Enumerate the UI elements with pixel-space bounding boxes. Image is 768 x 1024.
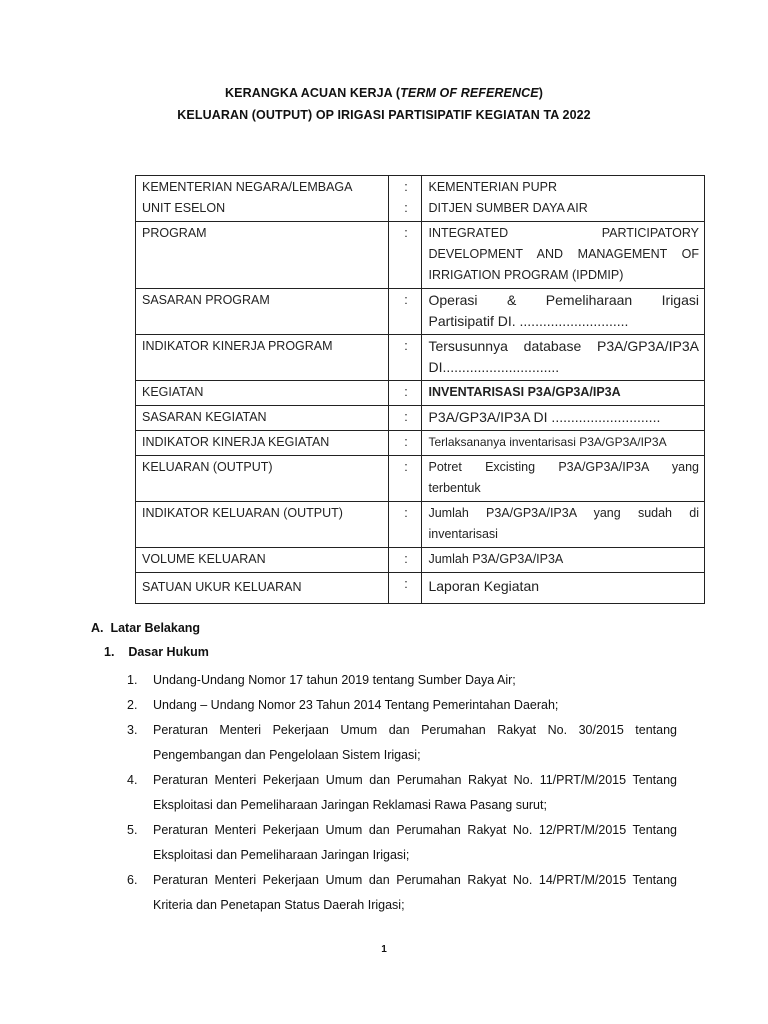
legal-basis-list (91, 668, 691, 918)
table-row (136, 176, 705, 222)
table-row (136, 381, 705, 406)
table-row (136, 502, 705, 548)
row-label: INDIKATOR KINERJA KEGIATAN (136, 431, 389, 456)
row-value-text: DEVELOPMENT AND MANAGEMENT OF (428, 247, 699, 261)
list-item-text: Peraturan Menteri Pekerjaan Umum dan Perumahan Rakyat No. 11/PRT/M/2015 Tentang Eksploitasi dan Pemeliharaan Jaringan Reklamasi Rawa Pasang surut; (153, 773, 677, 812)
row-label: KEGIATAN (136, 381, 389, 406)
row-value (422, 456, 705, 502)
row-value (422, 222, 705, 289)
title-emphasis: TERM OF REFERENCE (400, 86, 539, 100)
row-colon: : (389, 406, 422, 431)
row-colon: : (389, 456, 422, 502)
row-value: Laporan Kegiatan (422, 573, 705, 604)
row-label-text: KEMENTERIAN NEGARA/LEMBAGA (142, 180, 353, 194)
row-value-text: INTEGRATED PARTICIPATORY (428, 226, 699, 240)
row-colon: : (389, 573, 422, 604)
row-value-text: terbentuk (428, 481, 481, 495)
subsection-title: 1. Dasar Hukum (104, 645, 209, 659)
section-title: A. Latar Belakang (91, 621, 201, 635)
row-value-text: DI.............................. (428, 359, 560, 375)
list-item-number: 4. (127, 773, 138, 787)
table-row (136, 456, 705, 502)
table-row (136, 406, 705, 431)
list-item-number: 1. (127, 673, 138, 687)
table-row (136, 431, 705, 456)
row-label: KELUARAN (OUTPUT) (136, 456, 389, 502)
table-row (136, 335, 705, 381)
row-label: SATUAN UKUR KELUARAN (136, 573, 389, 604)
row-value-text: Jumlah P3A/GP3A/IP3A yang sudah di (428, 506, 699, 520)
row-value (422, 289, 705, 335)
list-item (91, 868, 677, 918)
table-row (136, 222, 705, 289)
list-item-text: Peraturan Menteri Pekerjaan Umum dan Perumahan Rakyat No. 12/PRT/M/2015 Tentang Eksploitasi dan Pemeliharaan Jaringan Irigasi; (153, 823, 677, 862)
tor-table (135, 175, 705, 604)
page-number: 1 (381, 944, 387, 955)
row-value-text: Partisipatif DI. ............................ (428, 313, 629, 329)
row-label: SASARAN KEGIATAN (136, 406, 389, 431)
list-item (91, 818, 677, 868)
row-value-text: IRRIGATION PROGRAM (IPDMIP) (428, 268, 624, 282)
document-header (0, 82, 768, 126)
list-item-number: 2. (127, 698, 138, 712)
row-label (136, 176, 389, 222)
list-item-text: Undang-Undang Nomor 17 tahun 2019 tentang Sumber Daya Air; (153, 673, 516, 687)
list-item-text: Peraturan Menteri Pekerjaan Umum dan Perumahan Rakyat No. 30/2015 tentang Pengembangan dan Pengelolaan Sistem Irigasi; (153, 723, 677, 762)
row-colon: : (389, 548, 422, 573)
row-colon: : (389, 335, 422, 381)
row-value: Terlaksananya inventarisasi P3A/GP3A/IP3A (422, 431, 705, 456)
row-value-text: Tersusunnya database P3A/GP3A/IP3A (428, 338, 699, 354)
background-section (91, 618, 691, 918)
row-value: INVENTARISASI P3A/GP3A/IP3A (422, 381, 705, 406)
list-item-number: 5. (127, 823, 138, 837)
colon-text: : (404, 180, 408, 194)
table-row (136, 289, 705, 335)
row-value: Jumlah P3A/GP3A/IP3A (422, 548, 705, 573)
row-label: INDIKATOR KINERJA PROGRAM (136, 335, 389, 381)
row-label-text: UNIT ESELON (142, 201, 226, 215)
document-title (0, 82, 768, 104)
row-value (422, 335, 705, 381)
row-value-text: Operasi & Pemeliharaan Irigasi (428, 292, 699, 308)
row-label: INDIKATOR KELUARAN (OUTPUT) (136, 502, 389, 548)
row-colon: : (389, 502, 422, 548)
list-item-number: 3. (127, 723, 138, 737)
row-value-text: DITJEN SUMBER DAYA AIR (428, 201, 588, 215)
row-colon (389, 176, 422, 222)
list-item-text: Peraturan Menteri Pekerjaan Umum dan Perumahan Rakyat No. 14/PRT/M/2015 Tentang Kriteria dan Penetapan Status Daerah Irigasi; (153, 873, 677, 912)
row-label: PROGRAM (136, 222, 389, 289)
title-prefix: KERANGKA ACUAN KERJA ( (225, 86, 401, 100)
row-label: SASARAN PROGRAM (136, 289, 389, 335)
title-suffix: ) (538, 86, 543, 100)
list-item (91, 693, 677, 718)
row-value (422, 176, 705, 222)
table-row (136, 548, 705, 573)
row-value-text: Potret Excisting P3A/GP3A/IP3A yang (428, 460, 699, 474)
row-colon: : (389, 381, 422, 406)
row-value-text: inventarisasi (428, 527, 498, 541)
list-item (91, 668, 677, 693)
list-item (91, 718, 677, 768)
row-colon: : (389, 289, 422, 335)
row-label: VOLUME KELUARAN (136, 548, 389, 573)
row-value (422, 502, 705, 548)
document-subtitle: KELUARAN (OUTPUT) OP IRIGASI PARTISIPATIF KEGIATAN TA 2022 (177, 108, 591, 122)
colon-text: : (404, 201, 408, 215)
list-item (91, 768, 677, 818)
row-value: P3A/GP3A/IP3A DI ............................ (422, 406, 705, 431)
row-colon: : (389, 222, 422, 289)
table-row (136, 573, 705, 604)
list-item-number: 6. (127, 873, 138, 887)
list-item-text: Undang – Undang Nomor 23 Tahun 2014 Tentang Pemerintahan Daerah; (153, 698, 559, 712)
row-value-text: KEMENTERIAN PUPR (428, 180, 557, 194)
row-colon: : (389, 431, 422, 456)
